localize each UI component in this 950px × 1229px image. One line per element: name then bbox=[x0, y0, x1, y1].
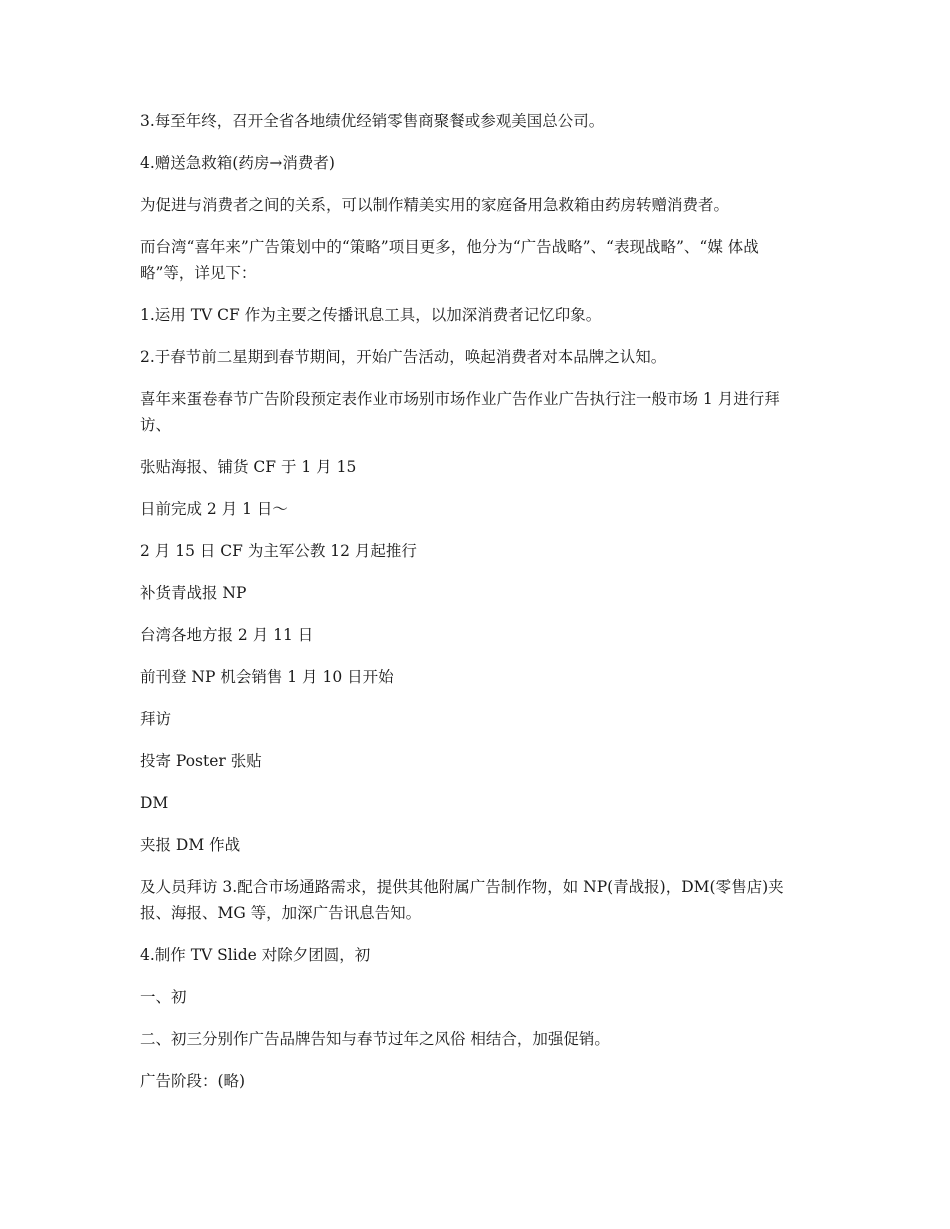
paragraph-21: 二、初三分别作广告品牌告知与春节过年之风俗 相结合，加强促销。 bbox=[140, 1030, 610, 1048]
paragraph-1: 3.每至年终，召开全省各地绩优经销零售商聚餐或参观美国总公司。 bbox=[140, 112, 605, 130]
paragraph-22: 广告阶段：(略) bbox=[140, 1072, 246, 1090]
paragraph-4: 而台湾“喜年来”广告策划中的“策略”项目更多，他分为“广告战略”、“表现战略”、“媒 体战略”等，详见下： bbox=[140, 238, 759, 282]
paragraph-5: 1.运用 TV CF 作为主要之传播讯息工具，以加深消费者记忆印象。 bbox=[140, 306, 602, 324]
paragraph-7: 喜年来蛋卷春节广告阶段预定表作业市场别市场作业广告作业广告执行注一般市场 1 月进行拜访、 bbox=[140, 390, 780, 434]
paragraph-14: 拜访 bbox=[140, 710, 172, 728]
paragraph-3: 为促进与消费者之间的关系，可以制作精美实用的家庭备用急救箱由药房转赠消费者。 bbox=[140, 196, 730, 214]
paragraph-17: 夹报 DM 作战 bbox=[140, 836, 241, 854]
paragraph-2: 4.赠送急救箱(药房→消费者) bbox=[140, 154, 335, 172]
paragraph-6: 2.于春节前二星期到春节期间，开始广告活动，唤起消费者对本品牌之认知。 bbox=[140, 348, 667, 366]
paragraph-13: 前刊登 NP 机会销售 1 月 10 日开始 bbox=[140, 668, 394, 686]
paragraph-16: DM bbox=[140, 794, 169, 812]
paragraph-18: 及人员拜访 3.配合市场通路需求，提供其他附属广告制作物，如 NP(青战报)，DM(零售店)夹报、海报、MG 等，加深广告讯息告知。 bbox=[140, 878, 784, 922]
paragraph-15: 投寄 Poster 张贴 bbox=[140, 752, 262, 770]
paragraph-12: 台湾各地方报 2 月 11 日 bbox=[140, 626, 314, 644]
paragraph-10: 2 月 15 日 CF 为主军公教 12 月起推行 bbox=[140, 542, 417, 560]
paragraph-20: 一、初 bbox=[140, 988, 187, 1006]
document-page bbox=[140, 108, 810, 1110]
paragraph-19: 4.制作 TV Slide 对除夕团圆，初 bbox=[140, 946, 371, 964]
paragraph-8: 张贴海报、铺货 CF 于 1 月 15 bbox=[140, 458, 357, 476]
paragraph-9: 日前完成 2 月 1 日～ bbox=[140, 500, 288, 518]
paragraph-11: 补货青战报 NP bbox=[140, 584, 247, 602]
